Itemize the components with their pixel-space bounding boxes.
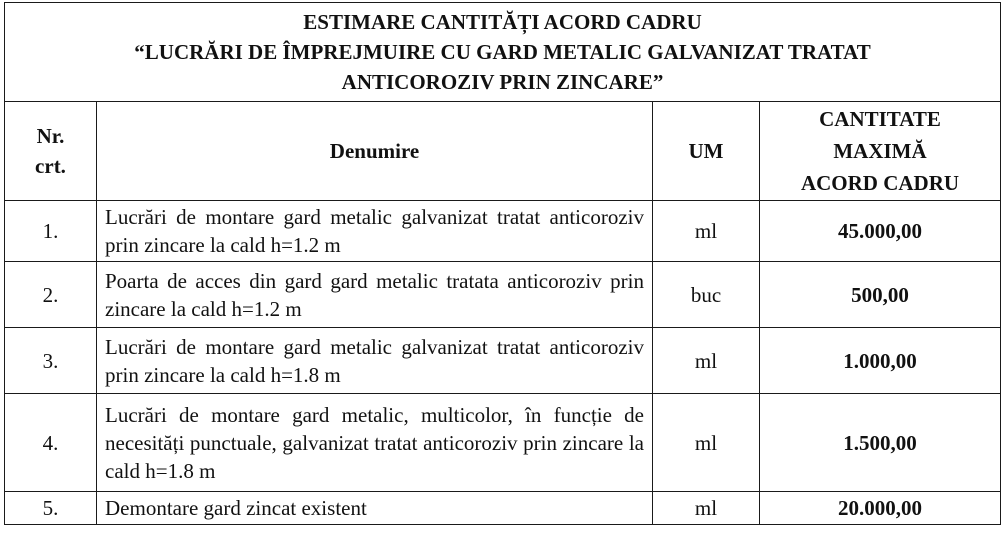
title-line-1: ESTIMARE CANTITĂȚI ACORD CADRU bbox=[303, 10, 702, 34]
header-qty-line1: CANTITATE bbox=[819, 107, 941, 131]
table-row bbox=[5, 492, 1001, 525]
row-um: ml bbox=[653, 328, 760, 394]
header-um: UM bbox=[653, 102, 760, 201]
document-title bbox=[5, 3, 1001, 102]
title-line-2: “LUCRĂRI DE ÎMPREJMUIRE CU GARD METALIC GALVANIZAT TRATAT bbox=[134, 40, 871, 64]
table-row bbox=[5, 394, 1001, 492]
table-row bbox=[5, 328, 1001, 394]
header-nr-crt bbox=[5, 102, 97, 201]
header-cantitate bbox=[760, 102, 1001, 201]
row-number: 1. bbox=[5, 201, 97, 262]
row-cantitate: 20.000,00 bbox=[760, 492, 1001, 525]
row-um: ml bbox=[653, 492, 760, 525]
row-um: ml bbox=[653, 394, 760, 492]
row-number: 3. bbox=[5, 328, 97, 394]
row-um: ml bbox=[653, 201, 760, 262]
row-um: buc bbox=[653, 262, 760, 328]
row-denumire: Lucrări de montare gard metalic galvanizat tratat anticoroziv prin zincare la cald h=1.8 m bbox=[97, 328, 653, 394]
row-cantitate: 500,00 bbox=[760, 262, 1001, 328]
title-line-3: ANTICOROZIV PRIN ZINCARE” bbox=[341, 70, 664, 94]
row-denumire: Demontare gard zincat existent bbox=[97, 492, 653, 525]
row-number: 4. bbox=[5, 394, 97, 492]
header-row bbox=[5, 102, 1001, 201]
header-denumire: Denumire bbox=[97, 102, 653, 201]
row-number: 5. bbox=[5, 492, 97, 525]
header-qty-line2: MAXIMĂ bbox=[833, 139, 927, 163]
row-denumire: Lucrări de montare gard metalic, multicolor, în funcție de necesități punctuale, galvanizat tratat anticoroziv prin zincare la cald h=1.8 m bbox=[97, 394, 653, 492]
document-page bbox=[4, 2, 1000, 548]
row-cantitate: 1.000,00 bbox=[760, 328, 1001, 394]
row-denumire: Lucrări de montare gard metalic galvanizat tratat anticoroziv prin zincare la cald h=1.2 m bbox=[97, 201, 653, 262]
row-denumire: Poarta de acces din gard gard metalic tratata anticoroziv prin zincare la cald h=1.2 m bbox=[97, 262, 653, 328]
table-row bbox=[5, 201, 1001, 262]
estimate-table bbox=[4, 2, 1001, 525]
header-nr-line2: crt. bbox=[35, 154, 66, 178]
table-row bbox=[5, 262, 1001, 328]
header-qty-line3: ACORD CADRU bbox=[800, 171, 960, 195]
header-nr-line1: Nr. bbox=[36, 124, 65, 148]
row-number: 2. bbox=[5, 262, 97, 328]
row-cantitate: 45.000,00 bbox=[760, 201, 1001, 262]
title-row bbox=[5, 3, 1001, 102]
row-cantitate: 1.500,00 bbox=[760, 394, 1001, 492]
